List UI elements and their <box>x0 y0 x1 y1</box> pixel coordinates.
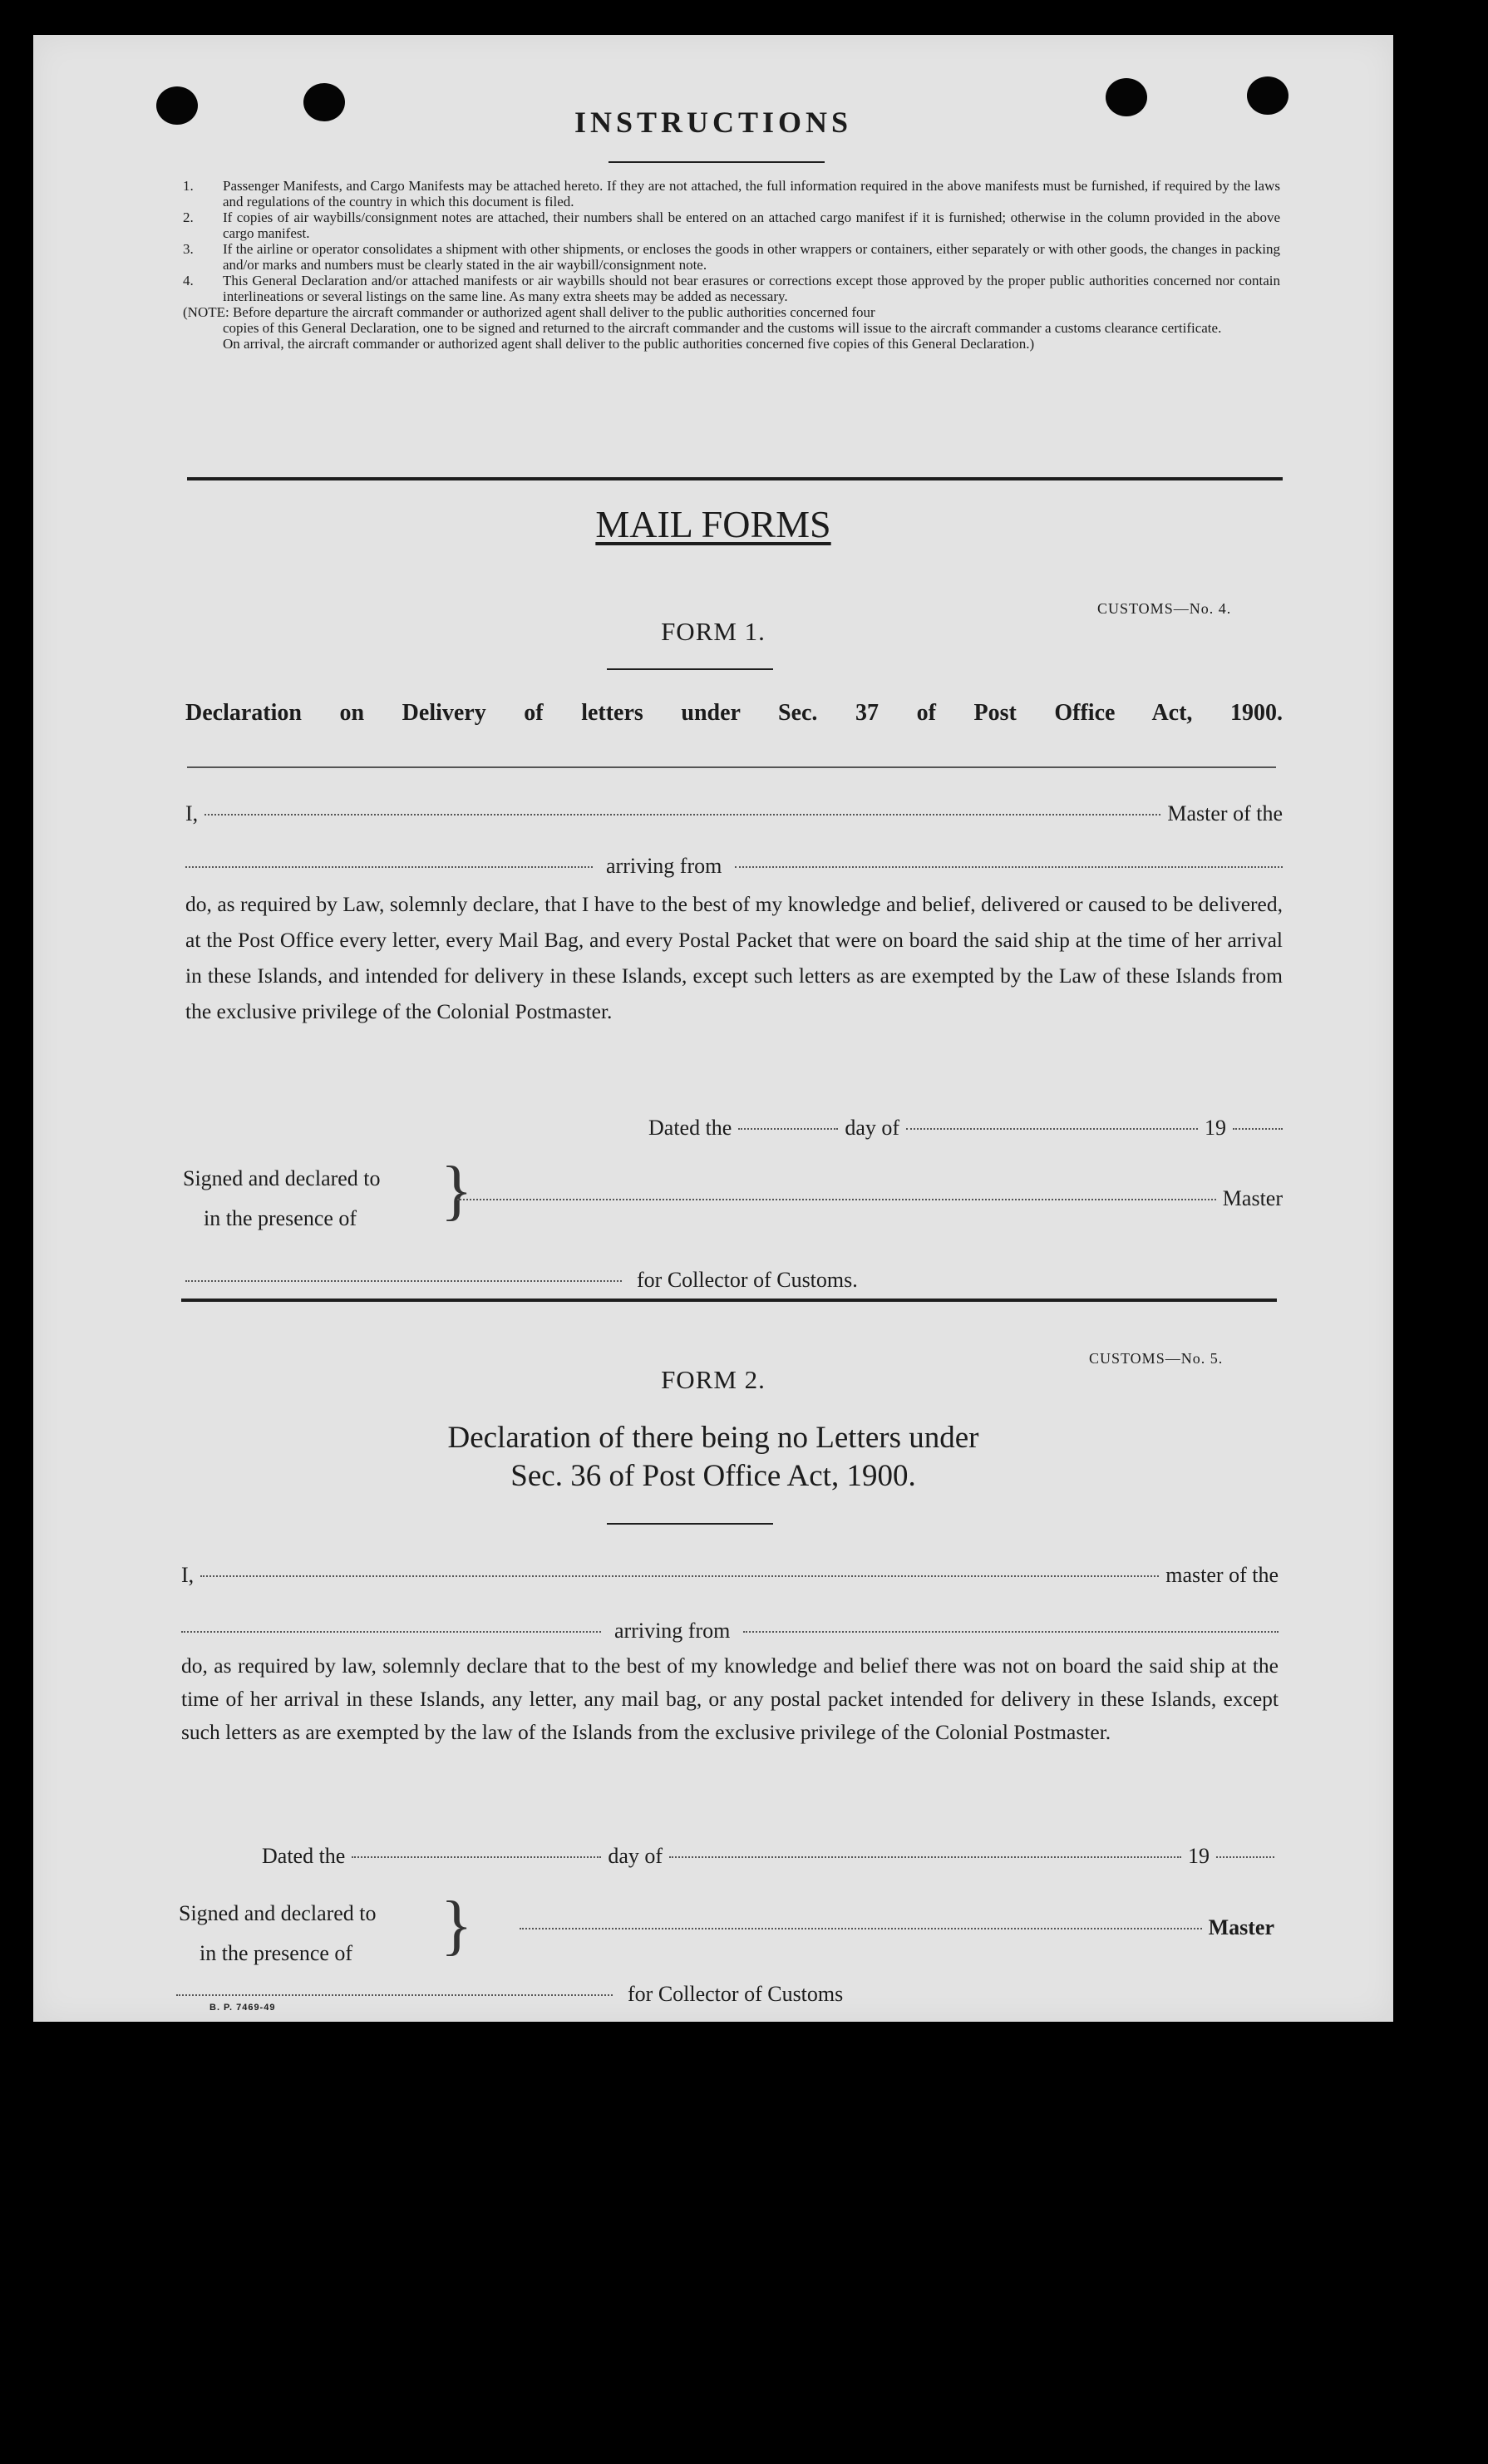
form2-arriving-from-field[interactable] <box>743 1630 1279 1633</box>
mail-forms-heading: MAIL FORMS <box>595 503 831 545</box>
form2-day-of-label: day of <box>608 1844 663 1868</box>
form1-ship-name-field[interactable] <box>185 865 593 868</box>
form2-master-signature-line <box>520 1915 1274 1940</box>
instruction-text: Passenger Manifests, and Cargo Manifests may be attached hereto. If they are not attached, the full information required in the above manifests must be furnished, if required by the laws and regulations of the country in which this document is filed. <box>223 178 1280 209</box>
form1-dated-line <box>648 1116 1283 1141</box>
form2-title-rule <box>607 1523 773 1525</box>
form2-signed-label <box>179 1894 377 1974</box>
form2-month-field[interactable] <box>669 1855 1181 1858</box>
form1-arriving-from-label: arriving from <box>606 854 722 878</box>
form2-label: FORM 2. <box>661 1365 766 1394</box>
instruction-text: If the airline or operator consolidates a shipment with other shipments, or encloses the goods in other wrappers or containers, either separately or with other goods, the changes in packing and/or marks and numbers must be clearly stated in the air waybill/consignment note. <box>223 241 1280 273</box>
form2-i-label: I, <box>181 1563 195 1587</box>
form1-master-signature-line <box>457 1186 1283 1211</box>
instruction-item <box>183 241 1280 273</box>
form1-year-label: 19 <box>1205 1116 1226 1140</box>
form2-customs-number: CUSTOMS—No. 5. <box>1089 1350 1224 1367</box>
form2-name-line <box>181 1563 1279 1588</box>
form1-signed-line2: in the presence of <box>204 1206 357 1230</box>
form2-dated-the-label: Dated the <box>262 1844 346 1868</box>
form1-month-field[interactable] <box>906 1127 1198 1130</box>
form2-collector-signature-field[interactable] <box>176 1993 613 1996</box>
form2-body: do, as required by law, solemnly declare that to the best of my knowledge and belief there was not on board the said ship at the time of her arrival in these Islands, any letter, any mail bag, or any postal packet intended for delivery in these Islands, except such letters as are exempted by the law of the Islands from the exclusive privilege of the Colonial Postmaster. <box>181 1653 1279 1744</box>
instructions-list <box>183 178 1280 352</box>
form2-year-label: 19 <box>1188 1844 1210 1868</box>
form2-collector-line <box>176 1982 924 2007</box>
form1-body: do, as required by Law, solemnly declare, that I have to the best of my knowledge and belief, delivered or caused to be delivered, at the Post Office every letter, every Mail Bag, and every Postal Packet that were on board the said ship at the time of her arrival in these Islands, and intended for delivery in these Islands, except such letters as are exempted by the Law of these Islands from the exclusive privilege of the Colonial Postmaster. <box>185 892 1283 1023</box>
form2-title-line2: Sec. 36 of Post Office Act, 1900. <box>510 1459 916 1493</box>
form-divider-rule <box>181 1299 1277 1302</box>
form1-name-line <box>185 801 1283 826</box>
form1-master-of-the: Master of the <box>1167 801 1283 825</box>
document-sheet <box>33 35 1393 2022</box>
form1-label: FORM 1. <box>661 617 766 646</box>
form1-for-collector-label: for Collector of Customs. <box>637 1268 858 1292</box>
instruction-note-continued: copies of this General Declaration, one to be signed and returned to the aircraft commander and the customs will issue to the aircraft commander a customs clearance certificate. <box>223 320 1222 336</box>
form2-title <box>33 1419 1393 1496</box>
form1-dated-the-label: Dated the <box>648 1116 732 1140</box>
instructions-title-rule <box>609 161 825 163</box>
form1-title: Declaration on Delivery of letters under Sec. 37 of Post Office Act, 1900. <box>185 700 1283 726</box>
form1-customs-number: CUSTOMS—No. 4. <box>1097 600 1232 617</box>
form1-collector-line <box>185 1268 934 1293</box>
form1-arriving-line <box>185 854 1283 879</box>
instructions-bottom-rule <box>187 477 1283 480</box>
form1-master-signature-field[interactable] <box>457 1198 1216 1200</box>
form1-day-of-label: day of <box>845 1116 900 1140</box>
form2-master-of-the: master of the <box>1165 1563 1279 1587</box>
form1-signed-label <box>183 1159 381 1239</box>
form1-day-field[interactable] <box>738 1127 838 1130</box>
form2-arriving-line <box>181 1619 1279 1643</box>
form1-signed-line1: Signed and declared to <box>183 1166 381 1190</box>
form1-master-name-field[interactable] <box>204 813 1160 816</box>
instruction-number: 1. <box>183 178 194 194</box>
instruction-item <box>183 178 1280 209</box>
form2-master-name-field[interactable] <box>200 1574 1159 1577</box>
instruction-number: 3. <box>183 241 194 257</box>
instruction-item <box>183 273 1280 304</box>
form2-dated-line <box>262 1844 1274 1869</box>
instructions-title: INSTRUCTIONS <box>574 106 853 139</box>
instruction-text: If copies of air waybills/consignment notes are attached, their numbers shall be entered on an attached cargo manifest if it is furnished; otherwise in the column provided in the above cargo manifest. <box>223 209 1280 241</box>
instruction-item <box>183 209 1280 241</box>
instruction-note-arrival: On arrival, the aircraft commander or authorized agent shall deliver to the public authorities concerned five copies of this General Declaration.) <box>223 336 1035 352</box>
form2-brace: } <box>441 1889 473 1962</box>
form2-master-label: Master <box>1208 1915 1274 1939</box>
print-code-visible: B. P. 7469-49 <box>209 2003 276 2013</box>
form2-signed-line2: in the presence of <box>200 1941 353 1965</box>
form1-master-label: Master <box>1222 1186 1283 1210</box>
instruction-note: (NOTE: Before departure the aircraft commander or authorized agent shall deliver to the public authorities concerned four <box>183 304 875 320</box>
form2-signed-line1: Signed and declared to <box>179 1901 377 1925</box>
form1-year-field[interactable] <box>1233 1127 1283 1130</box>
form1-brace: } <box>441 1154 473 1227</box>
form2-ship-name-field[interactable] <box>181 1630 601 1633</box>
form1-collector-signature-field[interactable] <box>185 1279 622 1282</box>
form2-title-line1: Declaration of there being no Letters under <box>447 1421 979 1455</box>
form2-year-field[interactable] <box>1216 1855 1274 1858</box>
form2-day-field[interactable] <box>352 1855 601 1858</box>
instruction-text: This General Declaration and/or attached manifests or air waybills should not bear erasures or corrections except those approved by the proper public authorities concerned nor contain interlineations or several listings on the same line. As many extra sheets may be added as necessary. <box>223 273 1280 304</box>
form2-arriving-from-label: arriving from <box>614 1619 731 1643</box>
form1-i-label: I, <box>185 801 199 825</box>
form1-label-rule <box>607 668 773 670</box>
form2-master-signature-field[interactable] <box>520 1927 1202 1929</box>
instruction-number: 4. <box>183 273 194 288</box>
form1-title-rule <box>187 766 1276 768</box>
form2-for-collector-label: for Collector of Customs <box>628 1982 844 2006</box>
form1-arriving-from-field[interactable] <box>735 865 1283 868</box>
instruction-number: 2. <box>183 209 194 225</box>
